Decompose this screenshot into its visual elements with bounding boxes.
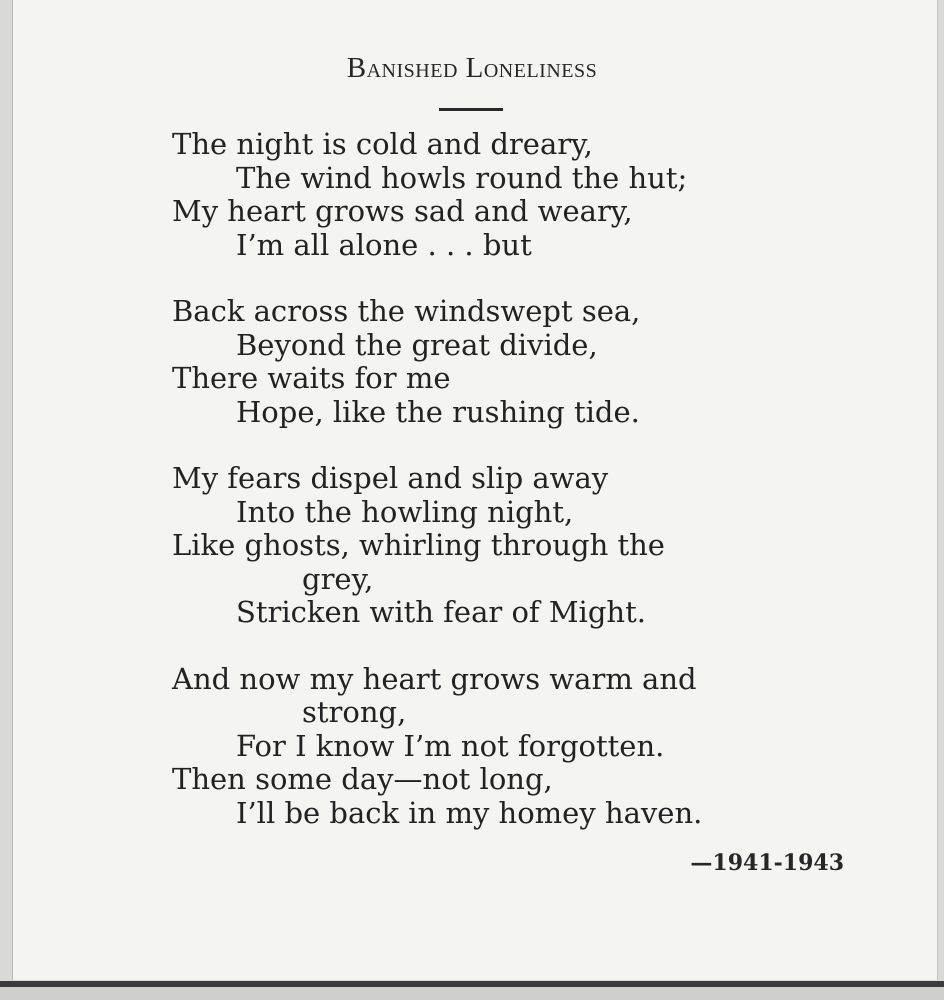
stanza-2	[172, 295, 872, 429]
poem-line: There waits for me	[172, 361, 451, 395]
stanza-3	[172, 462, 872, 630]
poem-line: Hope, like the rushing tide.	[236, 394, 640, 429]
poem-line: The wind howls round the hut;	[236, 160, 688, 195]
poem-title: Banished Loneliness	[346, 52, 598, 84]
page-bottom-shadow	[0, 987, 944, 1000]
stanza-4	[172, 663, 872, 831]
poem-line: And now my heart grows warm and	[172, 661, 697, 696]
title-rule	[439, 108, 503, 111]
poem-line: Then some day—not long,	[172, 762, 553, 796]
poem-line: grey,	[302, 561, 374, 596]
poem-line: Beyond the great divide,	[236, 327, 598, 362]
poem-line: Back across the windswept sea,	[172, 294, 641, 328]
poem-line: Into the howling night,	[236, 494, 574, 529]
poem-line: Stricken with fear of Might.	[236, 595, 646, 629]
poem-line: My fears dispel and slip away	[172, 461, 609, 495]
poem-line: I’ll be back in my homey haven.	[236, 795, 703, 830]
stanza-1	[172, 128, 872, 262]
poem-line: I’m all alone . . . but	[236, 227, 532, 262]
poem-date: —1941-1943	[690, 850, 844, 876]
poem-line: My heart grows sad and weary,	[172, 194, 633, 228]
poem-line: For I know I’m not forgotten.	[236, 728, 665, 763]
poem-line: strong,	[302, 695, 407, 729]
poem-body	[172, 128, 872, 863]
poem-line: The night is cold and dreary,	[172, 127, 593, 161]
poem-line: Like ghosts, whirling through the	[172, 528, 665, 562]
